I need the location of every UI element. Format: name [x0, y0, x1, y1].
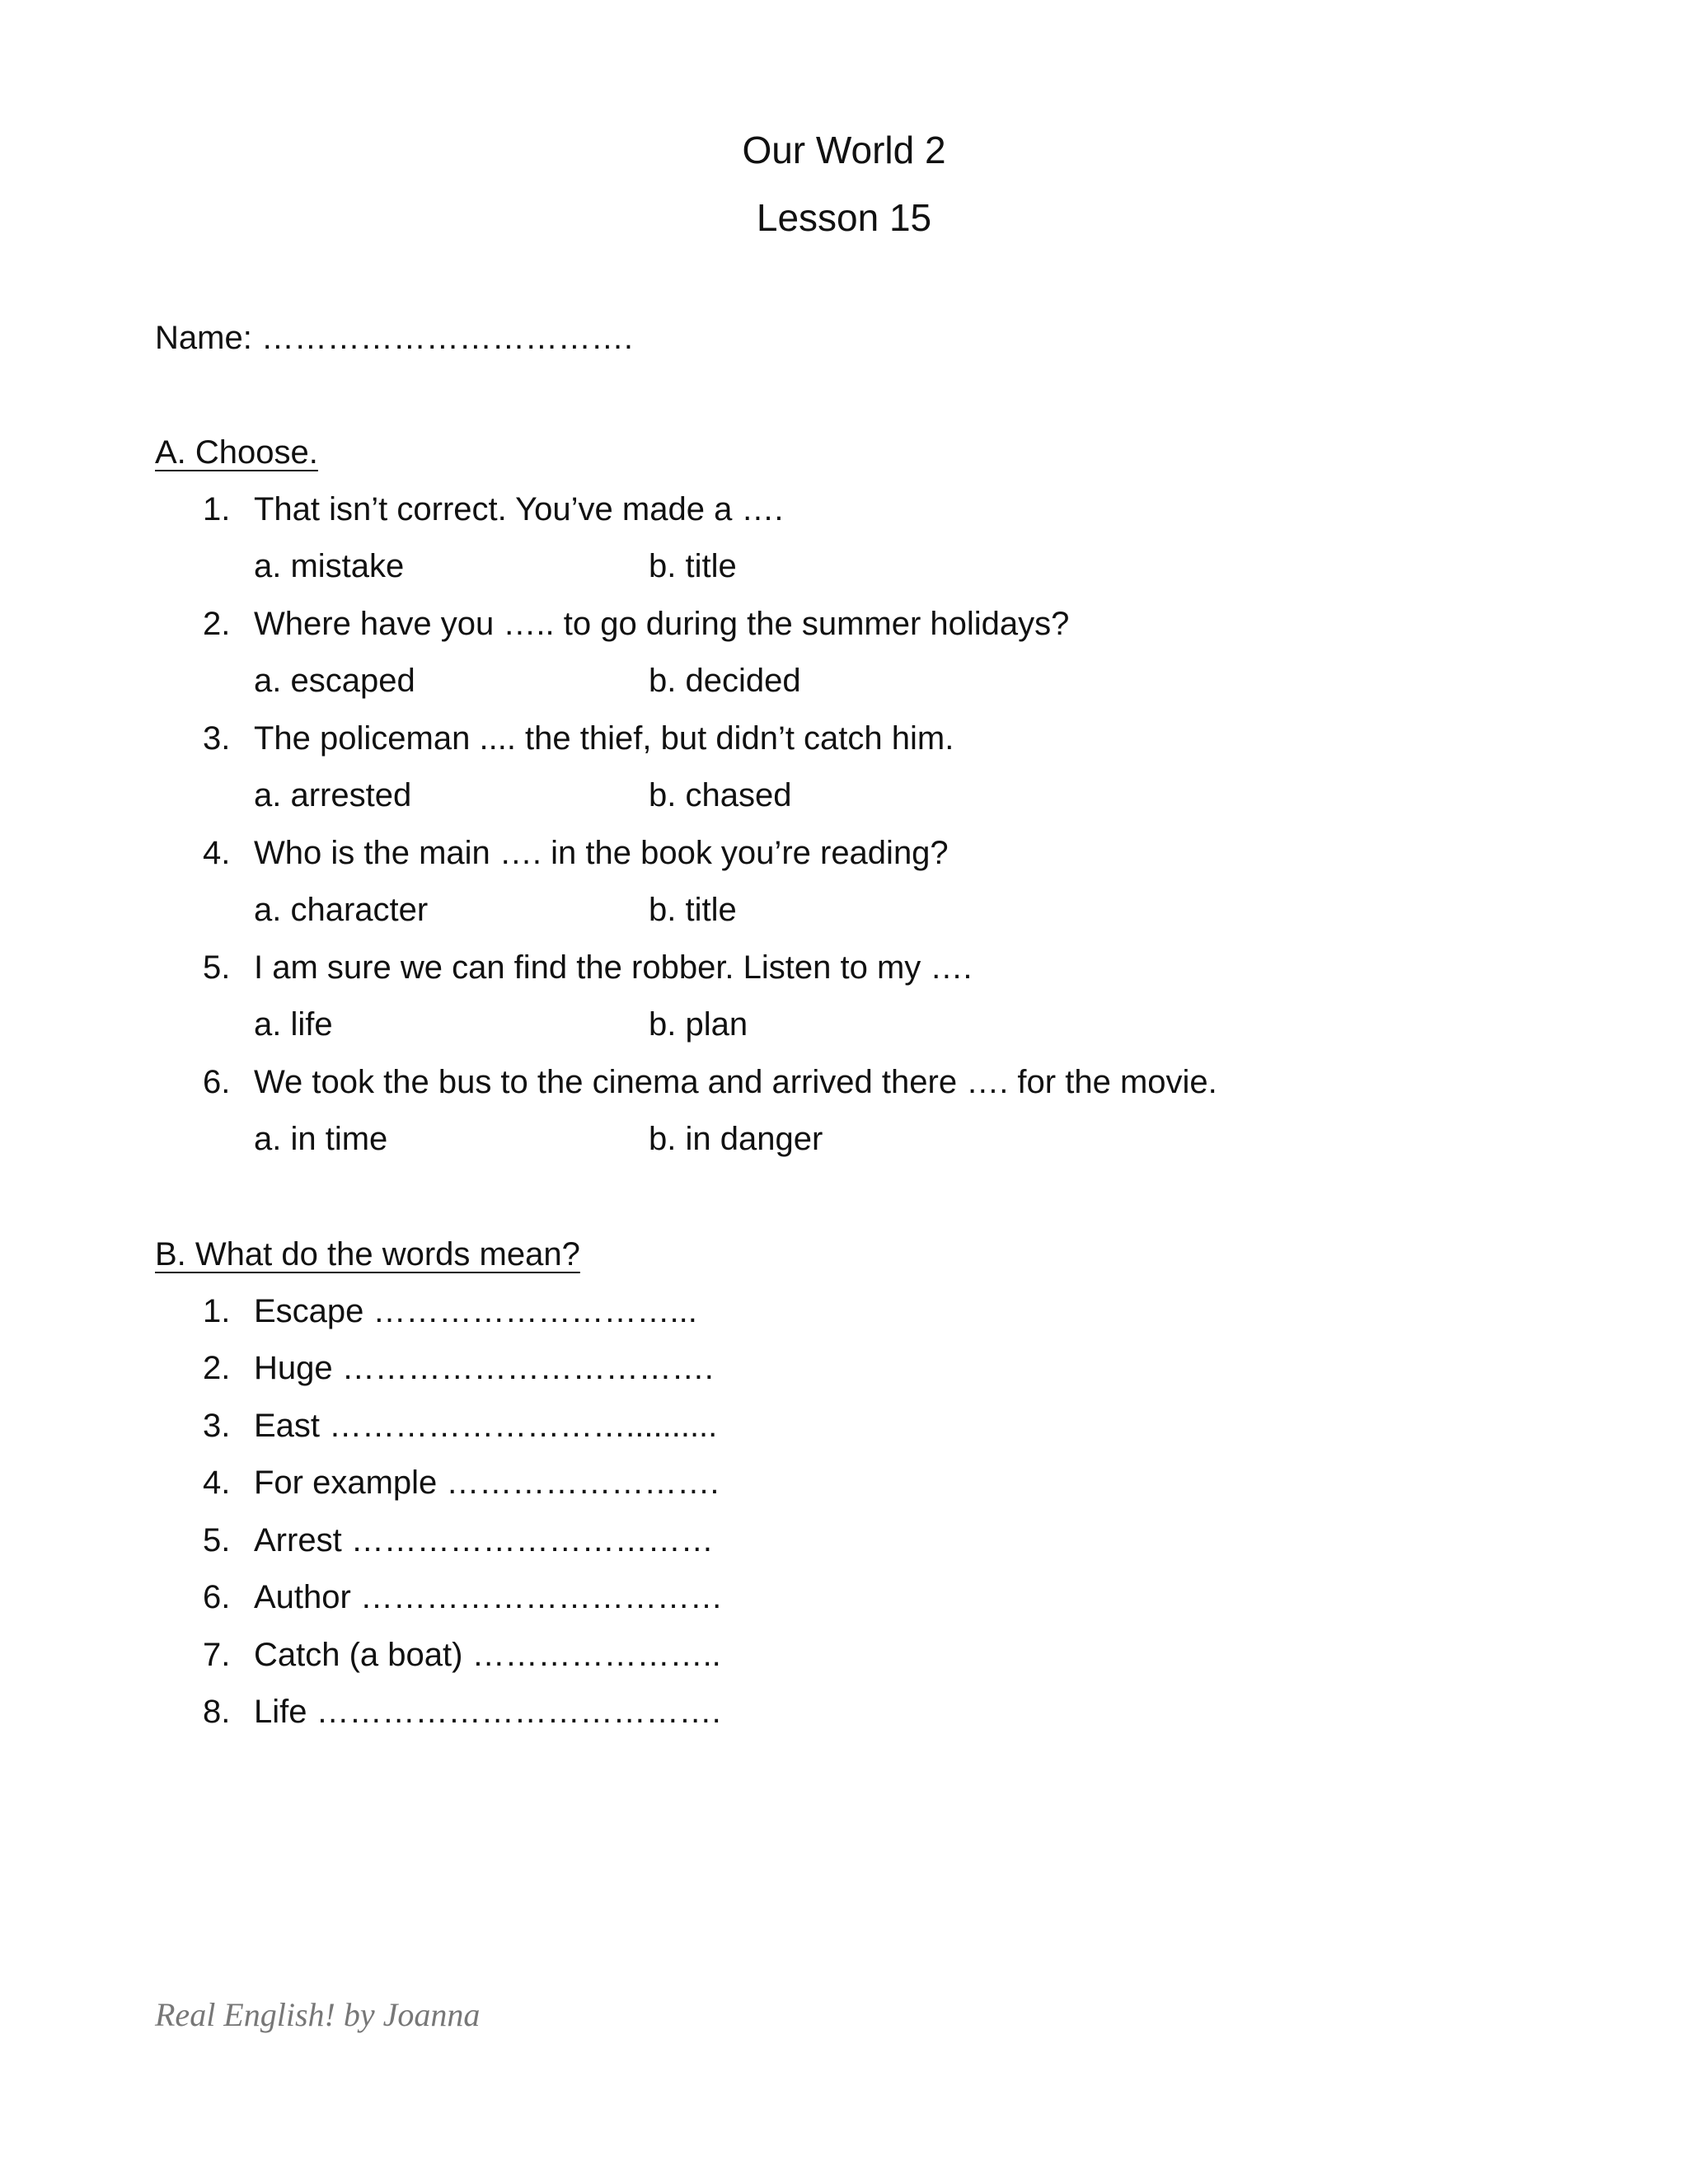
item-text: Arrest ……………………………: [254, 1522, 714, 1558]
option-b: b. in danger: [649, 1121, 823, 1157]
definition-item-6: [0, 1575, 1688, 1619]
definition-item-7: [0, 1633, 1688, 1677]
definition-item-5: [0, 1518, 1688, 1563]
item-text: Huge …………………………….: [254, 1350, 714, 1386]
item-text: Life ……………………………….: [254, 1694, 721, 1730]
option-a: a. character: [254, 892, 429, 928]
question-text: Where have you ….. to go during the summer holidays?: [254, 606, 1070, 642]
question-5-options: [0, 1002, 1688, 1047]
name-field-line: Name: …………………………….: [155, 320, 634, 356]
question-text: We took the bus to the cinema and arrived there …. for the movie.: [254, 1064, 1217, 1100]
option-b: b. plan: [649, 1006, 748, 1043]
question-text: That isn’t correct. You’ve made a ….: [254, 491, 784, 527]
question-text: Who is the main …. in the book you’re reading?: [254, 835, 949, 871]
question-number: 3.: [203, 720, 231, 757]
question-4-options: [0, 888, 1688, 932]
item-text: Author ……………………………: [254, 1579, 723, 1615]
option-a: a. in time: [254, 1121, 388, 1157]
footer-credit: Real English! by Joanna: [155, 1996, 481, 2033]
page-title: Our World 2: [742, 129, 946, 171]
option-a: a. arrested: [254, 777, 412, 813]
question-number: 5.: [203, 949, 231, 986]
option-b: b. chased: [649, 777, 792, 813]
question-2-options: [0, 658, 1688, 703]
item-number: 1.: [203, 1293, 231, 1329]
question-6-options: [0, 1117, 1688, 1161]
question-2: [0, 602, 1688, 646]
item-number: 8.: [203, 1694, 231, 1730]
question-number: 4.: [203, 835, 231, 871]
option-a: a. life: [254, 1006, 333, 1043]
question-5: [0, 945, 1688, 990]
question-1: [0, 487, 1688, 532]
item-text: Escape ………………………...: [254, 1293, 697, 1329]
question-text: The policeman .... the thief, but didn’t catch him.: [254, 720, 954, 757]
option-b: b. title: [649, 548, 737, 584]
definition-item-4: [0, 1460, 1688, 1505]
option-b: b. title: [649, 892, 737, 928]
item-text: For example …………………….: [254, 1465, 720, 1501]
question-1-options: [0, 544, 1688, 588]
item-number: 6.: [203, 1579, 231, 1615]
section-b-heading: B. What do the words mean?: [155, 1236, 580, 1272]
item-number: 5.: [203, 1522, 231, 1558]
definition-item-1: [0, 1289, 1688, 1333]
question-text: I am sure we can find the robber. Listen to my ….: [254, 949, 973, 986]
definition-item-3: [0, 1404, 1688, 1448]
option-a: a. mistake: [254, 548, 405, 584]
item-text: Catch (a boat) …………………..: [254, 1637, 721, 1673]
question-number: 2.: [203, 606, 231, 642]
question-number: 1.: [203, 491, 231, 527]
section-a-heading: A. Choose.: [155, 434, 318, 471]
question-6: [0, 1060, 1688, 1104]
item-text: East ………………………..........: [254, 1408, 718, 1444]
item-number: 2.: [203, 1350, 231, 1386]
lesson-subtitle: Lesson 15: [756, 196, 932, 239]
definition-item-8: [0, 1690, 1688, 1734]
item-number: 7.: [203, 1637, 231, 1673]
option-b: b. decided: [649, 663, 801, 699]
question-3: [0, 716, 1688, 761]
item-number: 3.: [203, 1408, 231, 1444]
definition-item-2: [0, 1346, 1688, 1390]
question-3-options: [0, 773, 1688, 818]
option-a: a. escaped: [254, 663, 415, 699]
question-4: [0, 831, 1688, 875]
item-number: 4.: [203, 1465, 231, 1501]
question-number: 6.: [203, 1064, 231, 1100]
